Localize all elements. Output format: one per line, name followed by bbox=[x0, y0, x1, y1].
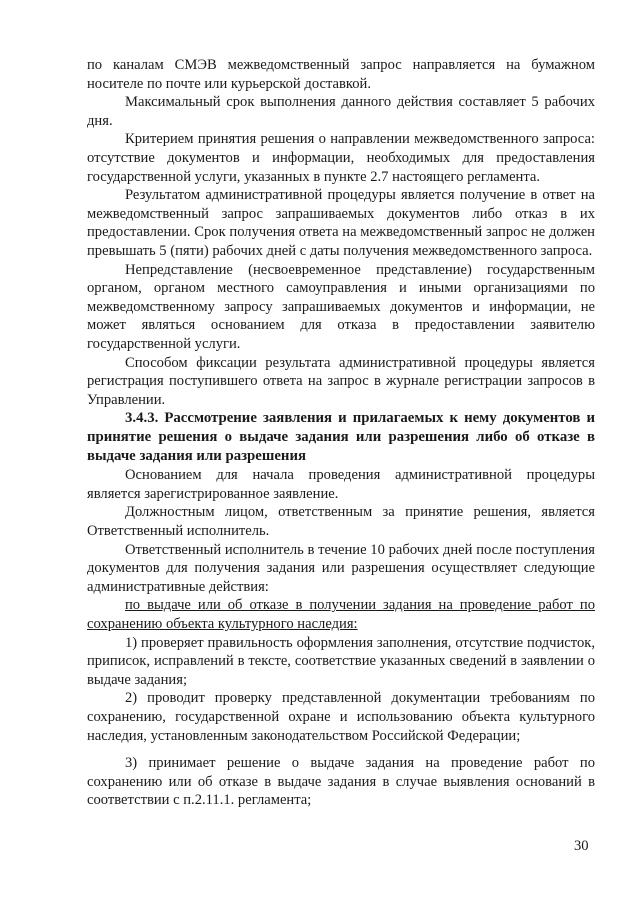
paragraph: Должностным лицом, ответственным за принятие решения, является Ответственный исполнитель. bbox=[87, 504, 595, 540]
paragraph: по каналам СМЭВ межведомственный запрос направляется на бумажном носителе по почте или курьерской доставкой. bbox=[87, 57, 595, 92]
section-heading: 3.4.3. Рассмотрение заявления и прилагаемых к нему документов и принятие решения о выдаче задания или разрешения либо об отказе в выдаче задания или разрешения bbox=[87, 410, 595, 465]
paragraph: Ответственный исполнитель в течение 10 рабочих дней после поступления документов для получения задания или разрешения осуществляет следующие административные действия: bbox=[87, 541, 595, 595]
paragraph: Критерием принятия решения о направлении межведомственного запроса: отсутствие документов и информации, необходимых для предоставления государственной услуги, указанных в пункте 2.7 настоящего регламента. bbox=[87, 131, 595, 185]
paragraph: Непредставление (несвоевременное представление) государственным органом, органом местного самоуправления и иными организациями по межведомственному запросу запрашиваемых документов и информации, не может являться основанием для отказа в предоставлении заявителю государственной услуги. bbox=[87, 261, 595, 352]
list-item: 1) проверяет правильность оформления заполнения, отсутствие подчисток, приписок, исправлений в тексте, соответствие указанных сведений в заявлении о выдаче задания; bbox=[87, 634, 595, 688]
paragraph: Максимальный срок выполнения данного действия составляет 5 рабочих дня. bbox=[87, 94, 595, 129]
underlined-subheading bbox=[87, 596, 595, 633]
underlined-subheading-text: по выдаче или об отказе в получении задания на проведение работ по сохранению объекта культурного наследия: bbox=[87, 597, 595, 633]
paragraph: Основанием для начала проведения административной процедуры является зарегистрированное заявление. bbox=[87, 467, 595, 502]
paragraph: Способом фиксации результата административной процедуры является регистрация поступившего ответа на запрос в журнале регистрации запросов в Управлении. bbox=[87, 354, 595, 408]
page-number: 30 bbox=[574, 838, 589, 854]
paragraph: Результатом административной процедуры является получение в ответ на межведомственный запрос запрашиваемых документов либо отказ в их предоставлении. Срок получения ответа на межведомственный запрос не должен превышать 5 (пяти) рабочих дней с даты получения межведомственного запроса. bbox=[87, 187, 595, 259]
list-item: 3) принимает решение о выдаче задания на проведение работ по сохранению или об отказе в выдаче задания в случае выявления оснований в соответствии с п.2.11.1. регламента; bbox=[87, 755, 595, 809]
document-body bbox=[87, 56, 595, 810]
list-item: 2) проводит проверку представленной документации требованиям по сохранению, государственной охране и использованию объекта культурного наследия, установленным законодательством Российской Федерации; bbox=[87, 690, 595, 744]
